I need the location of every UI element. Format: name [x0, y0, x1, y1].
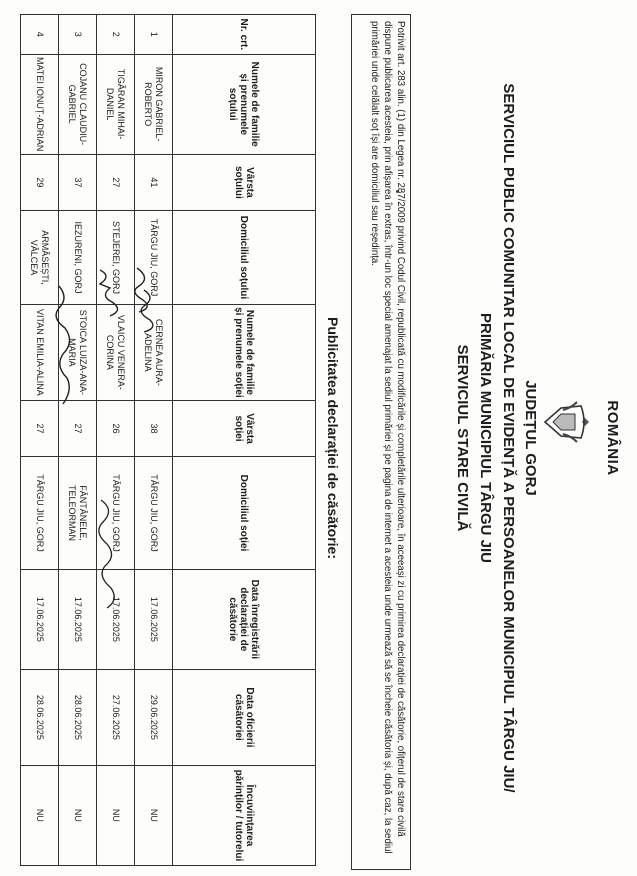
table-cell: 29 [21, 154, 59, 210]
table-cell: TÂRGU JIU, GORJ [21, 457, 59, 570]
table-cell: VITAN EMILIA-ALINA [21, 304, 59, 400]
table-cell: ARMĂSEȘTI, VÂLCEA [21, 211, 59, 305]
table-cell: 27 [21, 400, 59, 456]
table-cell: MATEI IONUȚ-ADRIAN [21, 54, 59, 154]
table-cell: 3 [59, 15, 97, 55]
column-header: Vârsta soțului [173, 154, 316, 210]
table-cell: 29.06.2025 [135, 669, 173, 765]
table-cell: VLAICU VENERA-CORINA [97, 304, 135, 400]
table-cell: CERNEA AURA-ADELINA [135, 304, 173, 400]
column-header: Domiciliul soției [173, 457, 316, 570]
column-header: Nr. crt. [173, 15, 316, 55]
legal-notice: Potrivit art. 283 alin. (1) din Legea nr. 287/2009 privind Codul Civil, republicată cu modificările și completările ulterioare, în aceeași zi cu primirea declarației de căsătorie, ofițerul de stare civilă dispune publicarea acesteia, prin afișarea în extras, într-un loc special amenajat la sediul primăriei și pe pagina de internet a acesteia unde urmează să se încheie căsătoria și, după caz, la sediul primăriei unde celălalt soț își are domiciliul sau reședința. [351, 14, 411, 870]
institution-heading: SERVICIUL PUBLIC COMUNITAR LOCAL DE EVIDENȚĂ A PERSOANELOR MUNICIPIUL TÂRGU JIU/ [500, 83, 517, 793]
table-cell: 1 [135, 15, 173, 55]
marriage-declarations-table [20, 14, 316, 866]
country-heading: ROMÂNIA [604, 400, 621, 476]
table-cell: TIGĂRAN MIHAI-DANIEL [97, 54, 135, 154]
table-cell: NU [97, 765, 135, 865]
table-row [135, 15, 173, 866]
table-cell: MIRON GABRIEL-ROBERTO [135, 54, 173, 154]
table-cell: 2 [97, 15, 135, 55]
document-header [413, 8, 627, 868]
table-cell: 4 [21, 15, 59, 55]
table-row [59, 15, 97, 866]
table-cell: 41 [135, 154, 173, 210]
table-cell: 37 [59, 154, 97, 210]
county-heading: JUDEȚUL GORJ [522, 380, 539, 496]
department-heading: SERVICIUL STARE CIVILĂ [454, 344, 471, 532]
table-cell: 26 [97, 400, 135, 456]
table-cell: 17.06.2025 [59, 569, 97, 669]
table-cell: 38 [135, 400, 173, 456]
table-cell: STEJEREI, GORJ [97, 211, 135, 305]
column-header: Numele de familie și prenumele soțului [173, 54, 316, 154]
table-cell: 28.06.2025 [21, 669, 59, 765]
column-header: Data oficierii căsătoriei [173, 669, 316, 765]
table-row [97, 15, 135, 866]
table-cell: TÂRGU JIU, GORJ [135, 211, 173, 305]
column-header: Încuviințarea părinților / tutorelui [173, 765, 316, 865]
table-cell: 27 [59, 400, 97, 456]
table-cell: STOICA LUIZA-ANA-MARIA [59, 304, 97, 400]
table-cell: TÂRGU JIU, GORJ [135, 457, 173, 570]
table-row [21, 15, 59, 866]
table-cell: COJANU CLAUDIU-GABRIEL [59, 54, 97, 154]
column-header: Domiciliul soțului [173, 211, 316, 305]
table-cell: 17.06.2025 [135, 569, 173, 669]
table-cell: NU [135, 765, 173, 865]
column-header: Numele de familie și prenumele soției [173, 304, 316, 400]
table-header-row [173, 15, 316, 866]
table-cell: NU [21, 765, 59, 865]
table-cell: 27 [97, 154, 135, 210]
city-hall-heading: PRIMĂRIA MUNICIPIUL TÂRGU JIU [477, 312, 494, 563]
column-header: Vârsta soției [173, 400, 316, 456]
table-cell: IEZURENI, GORJ [59, 211, 97, 305]
coat-of-arms-icon [543, 400, 591, 444]
table-cell: NU [59, 765, 97, 865]
table-cell: 28.06.2025 [59, 669, 97, 765]
table-cell: 17.06.2025 [97, 569, 135, 669]
table-cell: 27.06.2025 [97, 669, 135, 765]
column-header: Data înregistrării declarației de căsătorie [173, 569, 316, 669]
table-cell: 17.06.2025 [21, 569, 59, 669]
table-cell: FÂNTÂNELE, TELEORMAN [59, 457, 97, 570]
table-cell: TÂRGU JIU, GORJ [97, 457, 135, 570]
publication-title: Publicitatea declarației de căsătorie: [325, 317, 341, 559]
